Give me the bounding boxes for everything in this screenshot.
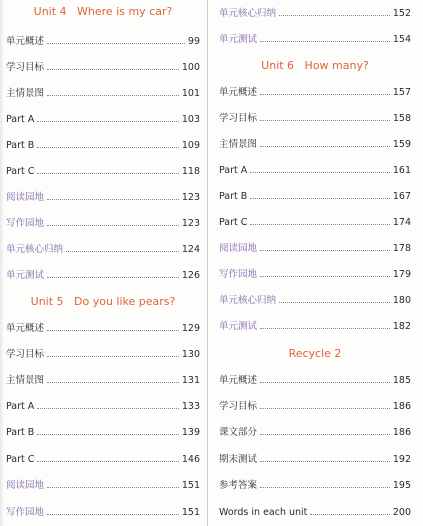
toc-entry-label: 期末测试 — [219, 454, 258, 465]
dot-leader — [47, 514, 179, 515]
dot-leader — [37, 408, 179, 409]
toc-entry[interactable] — [6, 425, 200, 441]
toc-entry[interactable] — [219, 85, 411, 101]
toc-entry-label: 单元核心归纳 — [6, 244, 64, 255]
toc-entry[interactable] — [219, 32, 411, 48]
toc-entry-label: 单元概述 — [6, 323, 45, 334]
toc-entry-page-number: 154 — [392, 34, 411, 45]
toc-entry-label: 学习目标 — [219, 401, 258, 412]
toc-entry-page-number: 195 — [392, 480, 411, 491]
toc-entry-page-number: 200 — [392, 507, 411, 518]
dot-leader — [260, 276, 390, 277]
unit-heading — [219, 345, 411, 363]
column-divider — [207, 0, 208, 526]
dot-leader — [37, 461, 178, 462]
toc-entry-label: Part B — [6, 140, 35, 151]
toc-entry-page-number: 182 — [392, 321, 411, 332]
toc-entry-label: Part C — [219, 217, 248, 228]
toc-entry-label: Part A — [6, 401, 35, 412]
toc-entry-page-number: 129 — [181, 323, 200, 334]
toc-entry-label: 课文部分 — [219, 427, 258, 438]
toc-entry[interactable] — [6, 505, 200, 521]
toc-entry-label: Part B — [6, 427, 35, 438]
dot-leader — [37, 147, 179, 148]
dot-leader — [250, 172, 390, 173]
toc-entry[interactable] — [219, 293, 411, 309]
unit-heading-text: Recycle 2 — [288, 347, 342, 360]
toc-entry[interactable] — [219, 163, 411, 179]
dot-leader — [260, 146, 390, 147]
toc-entry-label: 单元测试 — [219, 34, 258, 45]
dot-leader — [47, 382, 179, 383]
toc-entry-label: 主情景图 — [6, 88, 45, 99]
dot-leader — [250, 198, 390, 199]
toc-entry[interactable] — [6, 268, 200, 284]
toc-entry-page-number: 157 — [392, 87, 411, 98]
toc-entry-page-number: 146 — [181, 454, 200, 465]
toc-entry-label: 单元概述 — [219, 375, 258, 386]
dot-leader — [260, 250, 390, 251]
dot-leader — [47, 487, 179, 488]
dot-leader — [260, 434, 390, 435]
dot-leader — [66, 251, 179, 252]
dot-leader — [47, 43, 185, 44]
dot-leader — [279, 302, 390, 303]
toc-entry-label: 单元测试 — [219, 321, 258, 332]
toc-entry-page-number: 99 — [187, 36, 200, 47]
toc-entry-label: 单元测试 — [6, 270, 45, 281]
dot-leader — [260, 41, 390, 42]
toc-entry-label: Part A — [6, 114, 35, 125]
dot-leader — [47, 277, 179, 278]
dot-leader — [260, 487, 390, 488]
dot-leader — [260, 328, 390, 329]
toc-entry-label: Part A — [219, 165, 248, 176]
toc-entry-page-number: 178 — [392, 243, 411, 254]
page-binding-shadow — [0, 0, 4, 526]
toc-entry[interactable] — [219, 267, 411, 283]
toc-entry-label: 单元核心归纳 — [219, 8, 277, 19]
toc-entry[interactable] — [219, 215, 411, 231]
toc-entry-page-number: 139 — [181, 427, 200, 438]
toc-entry[interactable] — [6, 478, 200, 494]
toc-entry[interactable] — [6, 138, 200, 154]
dot-leader — [260, 461, 390, 462]
toc-entry-label: Words in each unit — [219, 507, 308, 518]
toc-entry-label: 写作园地 — [219, 269, 258, 280]
toc-entry[interactable] — [6, 60, 200, 76]
unit-heading-text: Unit 4 Where is my car? — [33, 5, 173, 18]
toc-entry[interactable] — [6, 164, 200, 180]
toc-entry[interactable] — [6, 452, 200, 468]
toc-entry-page-number: 123 — [181, 192, 200, 203]
toc-entry-label: 阅读园地 — [6, 480, 45, 491]
toc-entry-page-number: 101 — [181, 88, 200, 99]
dot-leader — [279, 15, 390, 16]
toc-entry-page-number: 180 — [392, 295, 411, 306]
toc-entry-page-number: 126 — [181, 270, 200, 281]
toc-entry-label: 单元核心归纳 — [219, 295, 277, 306]
toc-entry-label: 阅读园地 — [6, 192, 45, 203]
toc-entry[interactable] — [219, 137, 411, 153]
toc-entry[interactable] — [219, 373, 411, 389]
toc-entry-label: 学习目标 — [6, 349, 45, 360]
dot-leader — [260, 94, 390, 95]
toc-entry-page-number: 161 — [392, 165, 411, 176]
toc-entry[interactable] — [6, 34, 200, 50]
unit-heading-text: Unit 6 How many? — [261, 59, 369, 72]
toc-entry[interactable] — [6, 373, 200, 389]
dot-leader — [260, 408, 390, 409]
toc-entry-page-number: 174 — [392, 217, 411, 228]
toc-entry[interactable] — [219, 478, 411, 494]
toc-entry[interactable] — [219, 399, 411, 415]
toc-entry-label: 参考答案 — [219, 480, 258, 491]
toc-entry[interactable] — [6, 86, 200, 102]
dot-leader — [260, 382, 390, 383]
toc-entry-label: 主情景图 — [219, 139, 258, 150]
dot-leader — [47, 330, 179, 331]
toc-entry-page-number: 109 — [181, 140, 200, 151]
toc-entry-page-number: 123 — [181, 218, 200, 229]
dot-leader — [37, 173, 178, 174]
toc-entry[interactable] — [6, 112, 200, 128]
dot-leader — [310, 514, 389, 515]
toc-entry[interactable] — [6, 399, 200, 415]
toc-entry[interactable] — [6, 216, 200, 232]
dot-leader — [47, 199, 179, 200]
toc-entry[interactable] — [219, 505, 411, 521]
toc-entry-label: Part C — [6, 454, 35, 465]
toc-entry-page-number: 192 — [392, 454, 411, 465]
toc-entry-label: 单元概述 — [219, 87, 258, 98]
toc-entry-page-number: 118 — [181, 166, 200, 177]
toc-entry[interactable] — [219, 319, 411, 335]
toc-entry-label: 写作园地 — [6, 507, 45, 518]
toc-entry-page-number: 185 — [392, 375, 411, 386]
toc-entry[interactable] — [219, 425, 411, 441]
toc-entry-page-number: 131 — [181, 375, 200, 386]
toc-entry-label: 单元概述 — [6, 36, 45, 47]
unit-heading-text: Unit 5 Do you like pears? — [30, 295, 176, 308]
unit-heading — [219, 57, 411, 75]
unit-heading — [6, 293, 200, 311]
toc-entry-label: Part B — [219, 191, 248, 202]
dot-leader — [260, 120, 390, 121]
toc-entry-label: 学习目标 — [219, 113, 258, 124]
toc-entry-page-number: 151 — [181, 480, 200, 491]
dot-leader — [47, 69, 179, 70]
toc-entry[interactable] — [219, 452, 411, 468]
toc-entry[interactable] — [6, 242, 200, 258]
toc-entry-page-number: 124 — [181, 244, 200, 255]
toc-entry-page-number: 151 — [181, 507, 200, 518]
toc-entry[interactable] — [6, 347, 200, 363]
unit-heading — [6, 3, 200, 21]
toc-entry-label: 学习目标 — [6, 62, 45, 73]
toc-entry-page-number: 186 — [392, 427, 411, 438]
toc-entry[interactable] — [219, 6, 411, 22]
toc-entry-page-number: 179 — [392, 269, 411, 280]
toc-entry[interactable] — [6, 321, 200, 337]
toc-entry-page-number: 133 — [181, 401, 200, 412]
toc-entry-page-number: 167 — [392, 191, 411, 202]
dot-leader — [47, 95, 179, 96]
toc-entry-page-number: 186 — [392, 401, 411, 412]
dot-leader — [37, 434, 179, 435]
toc-entry[interactable] — [219, 189, 411, 205]
toc-entry-page-number: 152 — [392, 8, 411, 19]
toc-entry-label: 主情景图 — [6, 375, 45, 386]
toc-entry-page-number: 130 — [181, 349, 200, 360]
toc-entry[interactable] — [219, 111, 411, 127]
toc-entry[interactable] — [6, 190, 200, 206]
toc-entry-page-number: 103 — [181, 114, 200, 125]
toc-entry-label: Part C — [6, 166, 35, 177]
toc-entry-label: 阅读园地 — [219, 243, 258, 254]
toc-entry-page-number: 158 — [392, 113, 411, 124]
toc-entry-label: 写作园地 — [6, 218, 45, 229]
dot-leader — [250, 224, 389, 225]
toc-entry-page-number: 100 — [181, 62, 200, 73]
dot-leader — [47, 356, 179, 357]
dot-leader — [47, 225, 179, 226]
toc-entry-page-number: 159 — [392, 139, 411, 150]
toc-entry[interactable] — [219, 241, 411, 257]
dot-leader — [37, 121, 179, 122]
